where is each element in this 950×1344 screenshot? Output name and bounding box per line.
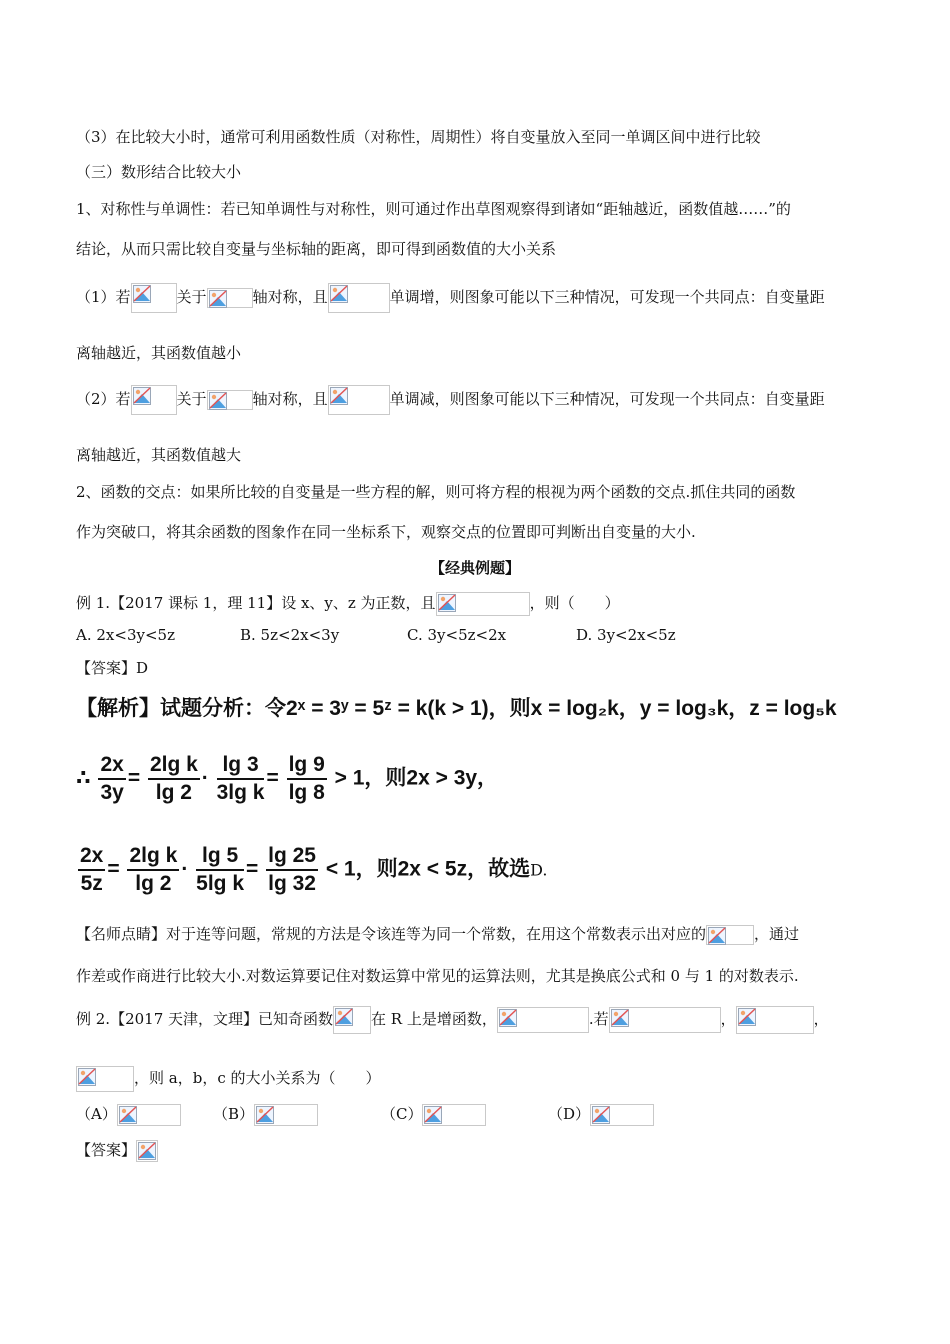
text-span: D. xyxy=(530,860,548,880)
tip-line xyxy=(76,924,799,945)
equation: 2ˣ = 3ʸ = 5ᶻ = k(k > 1) xyxy=(286,697,489,720)
answer-line-2 xyxy=(76,1140,158,1162)
formula-image-icon xyxy=(736,1006,814,1034)
denominator: lg 32 xyxy=(268,872,316,895)
formula-image-icon xyxy=(131,385,177,415)
formula-image-icon xyxy=(706,925,754,945)
text-span: ，则（ ） xyxy=(529,594,620,612)
text-span: .若 xyxy=(588,1010,609,1028)
denominator: lg 8 xyxy=(288,781,325,804)
numerator: lg 25 xyxy=(266,843,318,871)
text-span: 例 2.【2017 天津，文理】已知奇函数 xyxy=(76,1010,334,1028)
analysis-line-1 xyxy=(76,692,837,722)
option-label: （C） xyxy=(381,1105,423,1123)
text-span: 轴对称，且 xyxy=(252,288,328,306)
denominator: 5lg k xyxy=(196,872,245,895)
numerator: 2x xyxy=(98,752,125,780)
numerator: lg 3 xyxy=(217,752,265,780)
formula-image-icon xyxy=(76,1066,134,1092)
equation: x = log₂k xyxy=(530,697,619,720)
text-span: ∴ xyxy=(76,766,91,790)
formula-image-icon xyxy=(436,592,530,616)
analysis-line-3: $\frac{2x}{5z}$ = $\frac{\text{2lg k}}{\lg 2}$ · $\frac{\lg 5}{\text{5lg k}}$ = $\frac{\lg 25}{\lg 32}$ < 1，则2x < 5z，故选D. xyxy=(80,844,548,895)
fraction xyxy=(78,843,105,897)
formula-image-icon xyxy=(328,283,390,313)
denominator: 3lg k xyxy=(216,781,265,804)
text-span: ， xyxy=(618,697,640,720)
formula-image-icon xyxy=(254,1104,318,1126)
formula-image-icon xyxy=(333,1006,371,1034)
denominator: 3y xyxy=(100,781,124,804)
option-d: D. 3y<2x<5z xyxy=(576,626,676,644)
analysis-line-2: ∴ $\frac{2x}{3y}$ = $\frac{\text{2lg k}}{\lg 2}$ · $\frac{\lg 3}{\text{3lg k}}$ = $\frac{\lg 9}{\lg 8}$ > 1，则2x > 3y， xyxy=(76,753,499,804)
text-span: ， xyxy=(728,697,750,720)
formula-image-icon xyxy=(422,1104,486,1126)
option-d xyxy=(548,1103,654,1126)
case-2-line xyxy=(76,385,825,415)
answer-line: 【答案】D xyxy=(76,659,149,677)
fraction xyxy=(148,752,200,806)
option-c: C. 3y<5z<2x xyxy=(407,626,507,644)
numerator: lg 5 xyxy=(196,843,244,871)
option-label: （A） xyxy=(76,1105,117,1123)
text-span: ，则 xyxy=(488,697,531,720)
option-a: A. 2x<3y<5z xyxy=(76,626,175,644)
text-span: > 1，则2x > 3y， xyxy=(334,766,499,790)
fraction xyxy=(287,752,327,806)
example-1-stem xyxy=(76,592,620,616)
example-2-stem-2 xyxy=(76,1066,380,1092)
text-line: 结论，从而只需比较自变量与坐标轴的距离，即可得到函数值的大小关系 xyxy=(76,240,557,258)
text-span: 轴对称，且 xyxy=(252,390,328,408)
fraction xyxy=(127,843,179,897)
text-line: 2、函数的交点：如果所比较的自变量是一些方程的解，则可将方程的根视为两个函数的交点.抓住共同的函数 xyxy=(76,483,796,501)
formula-image-icon xyxy=(328,385,390,415)
text-span: 在 R 上是增函数， xyxy=(371,1010,497,1028)
formula-image-icon xyxy=(117,1104,181,1126)
case-1-prefix: （1）若 xyxy=(76,288,131,306)
tip-line-2: 作差或作商进行比较大小.对数运算要记住对数运算中常见的运算法则，尤其是换底公式和 0 与 1 的对数表示. xyxy=(76,967,799,985)
text-line-3: （3）在比较大小时，通常可利用函数性质（对称性，周期性）将自变量放入至同一单调区间中进行比较 xyxy=(76,128,761,146)
equation: z = log₅k xyxy=(749,697,837,720)
option-label: （B） xyxy=(213,1105,255,1123)
text-span: < 1，则2x < 5z，故选 xyxy=(325,857,531,881)
equation: y = log₃k xyxy=(639,697,729,720)
case-2-prefix: （2）若 xyxy=(76,390,131,408)
text-line: 离轴越近，其函数值越小 xyxy=(76,344,242,362)
denominator: lg 2 xyxy=(155,781,192,804)
fraction xyxy=(217,752,265,806)
text-span: 单调减，则图象可能以下三种情况，可发现一个共同点：自变量距 xyxy=(389,390,825,408)
numerator: lg 9 xyxy=(287,752,327,780)
numerator: 2x xyxy=(78,843,105,871)
case-1-line xyxy=(76,283,825,313)
section-heading-3: （三）数形结合比较大小 xyxy=(76,163,242,181)
option-a xyxy=(76,1103,181,1126)
text-span: 【答案】 xyxy=(76,1141,137,1159)
formula-image-icon xyxy=(136,1140,158,1162)
text-line: 1、对称性与单调性：若已知单调性与对称性，则可通过作出草图观察得到诸如“距轴越近，函数值越……”的 xyxy=(76,200,791,218)
formula-image-icon xyxy=(497,1007,589,1033)
example-2-stem xyxy=(76,1006,829,1034)
fraction xyxy=(196,843,244,897)
formula-image-icon xyxy=(207,288,253,308)
text-span: 例 1.【2017 课标 1，理 11】设 x、y、z 为正数，且 xyxy=(76,594,436,612)
text-span: 【名师点睛】对于连等问题，常规的方法是令该连等为同一个常数，在用这个常数表示出对应的 xyxy=(76,925,707,943)
text-span: 关于 xyxy=(176,288,207,306)
text-span: 【解析】试题分析：令 xyxy=(76,697,286,720)
numerator: 2lg k xyxy=(127,843,179,871)
text-span: ，则 a，b，c 的大小关系为（ ） xyxy=(134,1069,381,1087)
section-heading-examples: 【经典例题】 xyxy=(429,559,520,577)
fraction xyxy=(266,843,318,897)
option-label: （D） xyxy=(548,1105,591,1123)
formula-image-icon xyxy=(207,390,253,410)
formula-image-icon xyxy=(590,1104,654,1126)
option-b xyxy=(213,1103,318,1126)
formula-image-icon xyxy=(609,1007,721,1033)
text-span: ，通过 xyxy=(754,925,800,943)
text-span: ， xyxy=(813,1010,829,1028)
text-span: 关于 xyxy=(176,390,207,408)
denominator: lg 2 xyxy=(135,872,172,895)
numerator: 2lg k xyxy=(148,752,200,780)
text-span: 单调增，则图象可能以下三种情况，可发现一个共同点：自变量距 xyxy=(389,288,825,306)
text-line: 离轴越近，其函数值越大 xyxy=(76,446,242,464)
formula-image-icon xyxy=(131,283,177,313)
option-c xyxy=(381,1103,486,1126)
fraction xyxy=(98,752,125,806)
text-line: 作为突破口，将其余函数的图象作在同一坐标系下，观察交点的位置即可判断出自变量的大小. xyxy=(76,523,696,541)
option-b: B. 5z<2x<3y xyxy=(240,626,340,644)
text-span: ， xyxy=(720,1010,736,1028)
denominator: 5z xyxy=(80,872,103,895)
